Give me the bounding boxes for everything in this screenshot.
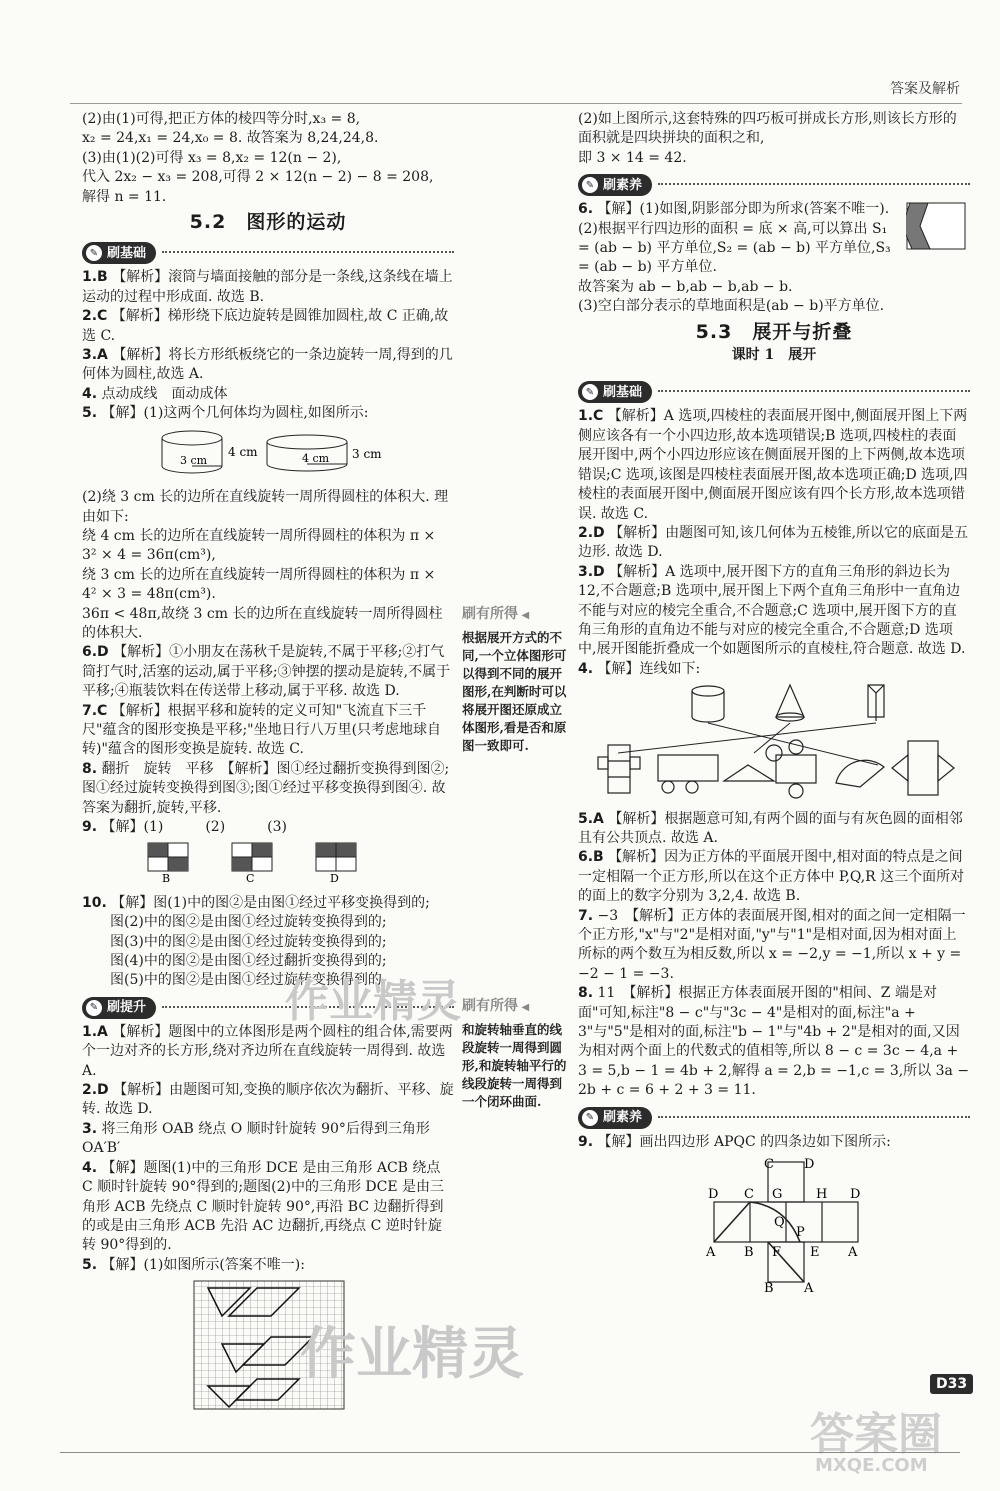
answer-item <box>82 346 454 385</box>
item-text: 【解析】①小朋友在荡秋千是旋转,不属于平移;②打气筒打气时,活塞的运动,属于平移;③钟摆的摆动是旋转,不属于平移;④瓶装饮料在传送带上移动,属于平移. 故选 D. <box>82 644 451 700</box>
square-c <box>232 843 272 871</box>
cylinders-figure <box>82 428 442 478</box>
dotted-rule <box>162 251 454 253</box>
item-text: (2)根据平行四边形的面积 = 底 × 高,可以算出 S₁ = (ab − b) 平方单位,S₂ = (ab − b) 平方单位,S₃ = (ab − b) 平方单位. <box>578 220 896 276</box>
text-line: (3)由(1)(2)可得 x₃ = 8,x₂ = 12(n − 2), <box>82 149 342 166</box>
matching-figure <box>578 683 970 799</box>
items-list <box>578 810 974 1101</box>
answer-item <box>578 524 970 563</box>
item-number: 1.A <box>82 1023 108 1040</box>
sidebar-note-1 <box>462 605 570 755</box>
net-outline <box>714 1162 861 1282</box>
badge-label: 刷素养 <box>603 1109 643 1125</box>
badge-label: 刷素养 <box>603 177 643 193</box>
answer-item <box>82 268 454 307</box>
text-line: (2)由(1)可得,把正方体的棱四等分时,x₃ = 8, <box>82 111 361 127</box>
header-rule <box>70 103 962 104</box>
vertex-h: H <box>816 1187 828 1203</box>
text-line: 36π < 48π,故绕 3 cm 长的边所在直线旋转一周所得圆柱的体积大. <box>82 605 443 641</box>
sidebar-note-2 <box>462 997 570 1111</box>
left-column <box>82 110 454 1430</box>
item-text: 【解析】A 选项中,展开图下方的直角三角形的斜边长为 12,不合题意;B 选项中,展开图上下两个直角三角形中一直角边不能与对应的棱完全重合,不合题意;C 选项中,展开图下方的直角三角形的直角边不能与对应的棱完全重合,不合题意;D 选项中,展开图能折叠成一个如题图所示的直棱柱,符合题意. 故选 D. <box>578 563 966 658</box>
items-list <box>578 407 970 679</box>
q9-squares-figure <box>82 841 442 883</box>
answer-item <box>578 907 970 985</box>
item-text: 翻折 旋转 平移 【解析】图①经过翻折变换得到图②;图①经过旋转变换得到图③;图①经过平移变换得到图④. 故答案为翻折,旋转,平移. <box>82 760 450 816</box>
answer-item <box>578 220 900 278</box>
answer-item <box>578 407 970 523</box>
item-number: 4. <box>82 1159 98 1176</box>
text-line: (2)绕 3 cm 长的边所在直线旋转一周所得圆柱的体积大. 理由如下: <box>82 489 449 525</box>
watermark: 作业精灵 <box>300 1322 524 1387</box>
item-number: 5. <box>82 405 98 422</box>
vertex-g: G <box>772 1187 783 1203</box>
item-number: 7. <box>578 907 594 924</box>
badge-label: 刷基础 <box>107 245 147 261</box>
text-line: 代入 2x₂ − x₃ = 208,可得 2 × 12(n − 2) − 8 = 208, <box>82 169 434 186</box>
sidebar-text: 和旋转轴垂直的线段旋转一周得到圆形,和旋转轴平行的线段旋转一周得到一个闭环曲面. <box>462 1022 567 1109</box>
vertex-q: Q <box>774 1215 785 1231</box>
badge-row <box>578 168 970 200</box>
item-text: 【解】(1)这两个几何体均为圆柱,如图所示: <box>101 405 369 422</box>
item-number: 6.D <box>82 644 109 661</box>
item-number: 1.B <box>82 269 108 286</box>
text-line: 绕 3 cm 长的边所在直线旋转一周所得圆柱的体积为 π × 4² × 3 = 48π(cm³). <box>82 566 440 603</box>
item-number: 2.D <box>578 524 605 541</box>
item-number: 2.D <box>82 1082 109 1099</box>
answer-item <box>82 307 454 346</box>
item-text: 故答案为 ab − b,ab − b,ab − b. <box>578 278 793 295</box>
item-text: 【解析】根据题意可知,有两个圆的面与有灰色圆的面相邻且有公共顶点. 故选 A. <box>578 810 963 846</box>
answer-item <box>82 702 454 760</box>
dotted-rule <box>658 390 970 392</box>
answer-item <box>578 297 970 316</box>
text-line: x₂ = 24,x₁ = 24,x₀ = 8. 故答案为 8,24,24,8. <box>82 130 379 147</box>
vertex-e: E <box>810 1245 820 1261</box>
items-list <box>82 1023 454 1275</box>
item-number: 1.C <box>578 408 604 425</box>
answer-item <box>578 848 970 906</box>
item-number: 7.C <box>82 702 108 719</box>
item-number: 8. <box>82 760 98 777</box>
vertex-a-bottom: A <box>804 1281 814 1295</box>
item-text: 【解析】梯形绕下底边旋转是圆锥加圆柱,故 C 正确,故选 C. <box>82 308 449 344</box>
label-d: D <box>330 872 339 884</box>
item-text: 【解析】由题图可知,变换的顺序依次为翻折、平移、旋转. 故选 D. <box>82 1082 454 1118</box>
item-number: 9. <box>578 1133 594 1150</box>
badge-shuasuyang-2 <box>578 1107 652 1129</box>
footer-rule <box>60 1452 960 1453</box>
text-line: 即 3 × 14 = 42. <box>578 149 687 166</box>
answer-item <box>82 913 454 932</box>
answer-item <box>578 1133 970 1152</box>
item-text: 【解】(1) (2) (3) <box>101 819 288 835</box>
answer-item <box>578 200 900 219</box>
answer-item <box>578 563 970 660</box>
item-text: 【解】连线如下: <box>597 660 701 677</box>
answer-item <box>578 660 970 679</box>
badge-label: 刷提升 <box>107 1000 147 1016</box>
item-text: 【解】图(1)中的图②是由图①经过平移变换得到的; <box>111 894 430 911</box>
answer-item <box>82 1120 454 1159</box>
vertex-c-top: C <box>764 1157 774 1173</box>
vertex-c-mid: C <box>744 1187 754 1203</box>
q5-continued <box>82 488 454 643</box>
lesson-title: 课时 1 展开 <box>731 347 817 364</box>
badge-label: 刷基础 <box>603 384 643 400</box>
cube-net-figure <box>578 1156 970 1294</box>
solids-row <box>692 685 884 722</box>
right-top-block <box>578 110 970 168</box>
answer-item <box>82 1023 454 1081</box>
parallelogram-figure <box>906 202 966 250</box>
section-title-5-3: 5.3 展开与折叠 <box>695 320 853 343</box>
item-number: 6. <box>578 201 594 218</box>
answer-item <box>82 933 454 952</box>
item-number: 10. <box>82 894 107 911</box>
pencil-icon: ✎ <box>582 177 598 193</box>
item-number: 4. <box>82 385 98 402</box>
right-column <box>578 110 974 1304</box>
item-number: 9. <box>82 819 98 835</box>
vertex-a-right: A <box>848 1245 858 1261</box>
item-number: 5. <box>82 1256 98 1273</box>
items-list <box>82 268 454 423</box>
pencil-icon: ✎ <box>86 1000 102 1016</box>
dotted-rule <box>658 183 970 185</box>
item-number: 3.D <box>578 563 605 580</box>
answer-item <box>82 818 454 837</box>
item-text: 图(3)中的图②是由图①经过旋转变换得到的; <box>110 933 387 950</box>
left-top-block <box>82 110 454 207</box>
vertex-b-bottom: B <box>764 1281 774 1295</box>
item-text: 【解】(1)如图所示(答案不唯一): <box>101 1256 305 1273</box>
item-text: −3 【解析】正方体的表面展开图,相对的面之间一定相隔一个正方形,"x"与"2"是相对面,"y"与"1"是相对面,因为相对面上所标的两个数互为相反数,所以 x = −2,y = −1,所以 x + y = −2 − 1 = −3. <box>578 907 966 982</box>
vertex-p: P <box>796 1225 805 1241</box>
badge-row <box>82 236 454 268</box>
cyl1-height-label: 4 cm <box>228 444 258 459</box>
item-text: 【解析】根据平移和旋转的定义可知"飞流直下三千尺"蕴含的图形变换是平移;"坐地日行八万里(只考虑地球自转)"蕴含的图形变换是旋转. 故选 C. <box>82 702 442 758</box>
item-number: 2.C <box>82 308 108 325</box>
pencil-icon: ✎ <box>86 245 102 261</box>
item-text: 【解析】滚筒与墙面接触的部分是一条线,这条线在墙上运动的过程中形成面. 故选 B. <box>82 269 453 305</box>
square-b <box>148 843 188 871</box>
cyl2-height-label: 3 cm <box>352 446 382 461</box>
label-b: B <box>162 872 171 884</box>
vertex-d-right: D <box>850 1187 861 1203</box>
item-text: 图(2)中的图②是由图①经过旋转变换得到的; <box>110 914 387 931</box>
vertex-d-top: D <box>804 1157 815 1173</box>
label-c: C <box>246 872 255 884</box>
item-text: 【解】(1)如图,阴影部分即为所求(答案不唯一). <box>597 201 890 218</box>
item-text: 图(4)中的图②是由图①经过翻折变换得到的; <box>110 953 387 970</box>
badge-shuajichu-2 <box>578 381 652 403</box>
text-line: (2)如上图所示,这套特殊的四巧板可拼成长方形,则该长方形的面积就是四块拼块的面积之和, <box>578 111 957 147</box>
item-text: 【解析】题图中的立体图形是两个圆柱的组合体,需要两个一边对齐的长方形,绕对齐边所在直线旋转一周得到. 故选 A. <box>82 1023 453 1079</box>
text-line: 绕 4 cm 长的边所在直线旋转一周所得圆柱的体积为 π × 3² × 4 = 36π(cm³), <box>82 527 440 564</box>
square-d <box>316 843 356 871</box>
answer-item <box>82 385 454 404</box>
vertex-d-left: D <box>708 1187 719 1203</box>
item-text: 【解析】A 选项,四棱柱的表面展开图中,侧面展开图上下两侧应该各有一个小四边形,故本选项错误;B 选项,四棱柱的表面展开图中,两个小四边形应该在侧面展开图的上下两侧,故本选项错误;C 选项,该图是四棱柱表面展开图,故本选项正确;D 选项,四棱柱的表面展开图中,侧面展开图应该有四个长方形,故本选项错误. 故选 C. <box>578 408 968 522</box>
item-number: 6.B <box>578 849 604 866</box>
item-number: 5.A <box>578 810 604 827</box>
item-text: 【解】画出四边形 APQC 的四条边如下图所示: <box>597 1133 891 1150</box>
item-text: 【解析】由题图可知,该几何体为五棱锥,所以它的底面是五边形. 故选 D. <box>578 524 969 561</box>
text-line: 解得 n = 11. <box>82 188 167 205</box>
item-number: 4. <box>578 660 594 677</box>
item-text: 11 【解析】根据正方体表面展开图的"相间、Z 端是对面"可知,标注"8 − c"与"3c − 4"是相对的面,标注"a + 3"与"5"是相对的面,标注"b − 1"与"4b + 2"是相对的面,又因为相对两个面上的代数式的值相等,所以 8 − c = 3c − 4,a + 3 = 5,b − 1 = 4b + 2,解得 a = 2,b = −1,c = 3,所以 3a − 2b + c = 6 + 2 + 3 = 11. <box>578 985 974 1099</box>
badge-row <box>578 375 970 407</box>
badge-shuatisheng <box>82 997 156 1019</box>
item-text: (3)空白部分表示的草地面积是(ab − b)平方单位. <box>578 298 885 315</box>
badge-shuajichu <box>82 242 156 264</box>
pencil-icon: ✎ <box>582 384 598 400</box>
watermark-logo: 答案圈 <box>810 1409 942 1460</box>
dotted-rule <box>658 1116 970 1118</box>
item-text: 【解】题图(1)中的三角形 DCE 是由三角形 ACB 绕点 C 顺时针旋转 90°得到的;题图(2)中的三角形 DCE 是由三角形 ACB 先绕点 C 顺时针旋转 90°,再沿 BC 边翻折得到的或是由三角形 ACB 先沿 AC 边翻折,再绕点 C 逆时针旋转 90°得到的. <box>82 1159 445 1254</box>
answer-item <box>82 894 454 913</box>
badge-shuasuyang <box>578 174 652 196</box>
cyl2-radius-label: 4 cm <box>302 451 330 465</box>
running-header: 答案及解析 <box>890 81 960 97</box>
vertex-b-mid: B <box>744 1245 754 1261</box>
answer-item <box>82 760 454 818</box>
vertex-a-left: A <box>706 1245 716 1261</box>
matching-lines <box>618 723 878 765</box>
item-number: 3. <box>82 1120 98 1137</box>
answer-item <box>82 1256 454 1275</box>
answer-item <box>578 984 974 1100</box>
item-number: 3.A <box>82 347 108 364</box>
cyl1-radius-label: 3 cm <box>180 453 208 467</box>
item-text: 【解析】将长方形纸板绕它的一条边旋转一周,得到的几何体为圆柱,故选 A. <box>82 347 453 383</box>
section-title-5-2: 5.2 图形的运动 <box>189 211 347 234</box>
watermark-url: MXQE.COM <box>815 1455 928 1476</box>
answer-item <box>578 810 970 849</box>
badge-row <box>578 1101 970 1133</box>
answer-item <box>82 643 454 701</box>
item-text: 点动成线 面动成体 <box>101 385 228 402</box>
item-text: 【解析】因为正方体的平面展开图中,相对面的特点是之间一定相隔一个正方形,所以在这个正方体中 P,Q,R 这三个面所对的面上的数字分别为 3,2,4. 故选 B. <box>578 849 965 905</box>
item-text: 将三角形 OAB 绕点 O 顺时针旋转 90°后得到三角形 OA′B′ <box>82 1120 435 1157</box>
sidebar-text: 根据展开方式的不同,一个立体图形可以得到不同的展开图形,在判断时可以将展开图还原成立体图形,看是否和原图一致即可. <box>462 630 567 753</box>
watermark: 作业精灵 <box>285 976 461 1027</box>
sidebar-title: 刷有所得 ◀ <box>462 997 570 1017</box>
page-number: D33 <box>930 1374 973 1394</box>
answer-item <box>578 278 970 297</box>
answer-item <box>82 1081 454 1120</box>
items-list <box>82 643 454 837</box>
item-number: 8. <box>578 985 594 1002</box>
sidebar-title: 刷有所得 ◀ <box>462 605 570 625</box>
pencil-icon: ✎ <box>582 1110 598 1126</box>
vertex-f: F <box>772 1245 782 1261</box>
answer-item <box>82 404 454 423</box>
item-text: 图(5)中的图②是由图①经过旋转变换得到的. <box>110 972 387 989</box>
answer-item <box>82 1159 454 1256</box>
q6-block <box>578 200 970 316</box>
